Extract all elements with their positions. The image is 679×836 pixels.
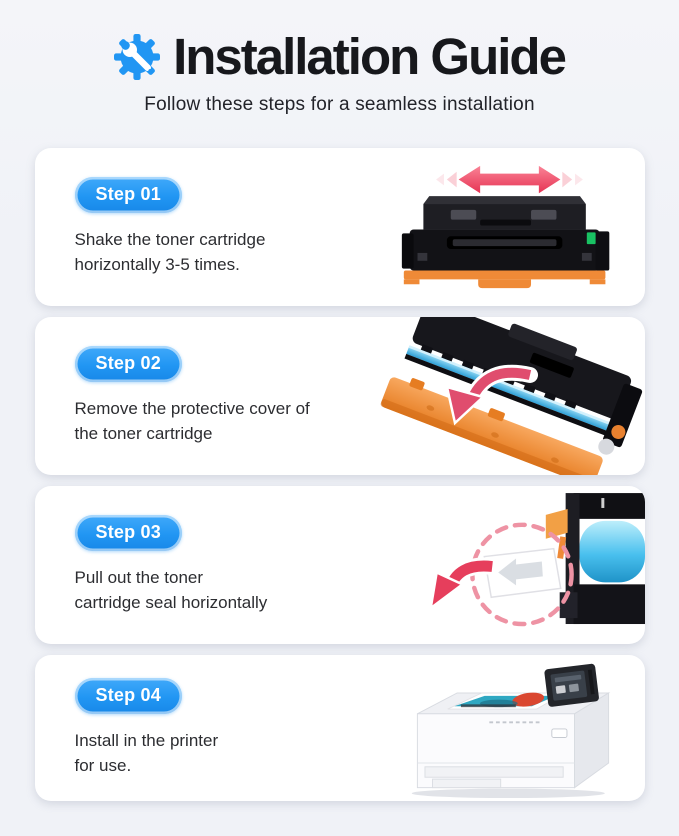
step-card-3 [35, 486, 645, 644]
gear-wrench-icon [114, 34, 160, 80]
cartridge-closeup [545, 493, 644, 624]
guide-header [0, 0, 679, 148]
page-subtitle: Follow these steps for a seamless installation [144, 93, 535, 115]
steps-list [0, 148, 679, 801]
step-4-description: Install in the printer for use. [74, 730, 219, 775]
toner-cartridge-cover-removal-illustration [375, 317, 645, 475]
step-4-badge: Step 04 [75, 678, 182, 714]
pull-arrow-icon [430, 566, 492, 608]
step-2-description: Remove the protective cover of the toner cartridge [74, 398, 310, 443]
toner-cartridge-front [401, 196, 608, 288]
control-panel-screen [544, 663, 599, 707]
printer-install-illustration [389, 655, 637, 801]
step-card-4 [35, 655, 645, 801]
toner-cartridge-seal-pull-illustration [397, 486, 645, 644]
step-1-description: Shake the toner cartridge horizontally 3-5 times. [74, 229, 266, 274]
step-1-badge: Step 01 [75, 177, 182, 213]
shake-arrow-icon [436, 165, 583, 192]
step-2-badge: Step 02 [75, 346, 182, 382]
step-card-2 [35, 317, 645, 475]
step-3-badge: Step 03 [75, 515, 182, 551]
printer-button [551, 729, 566, 738]
toner-cartridge-shake-illustration [382, 148, 637, 306]
page-title: Installation Guide [173, 28, 565, 85]
step-card-1 [35, 148, 645, 306]
step-3-description: Pull out the toner cartridge seal horizontally [74, 567, 268, 612]
